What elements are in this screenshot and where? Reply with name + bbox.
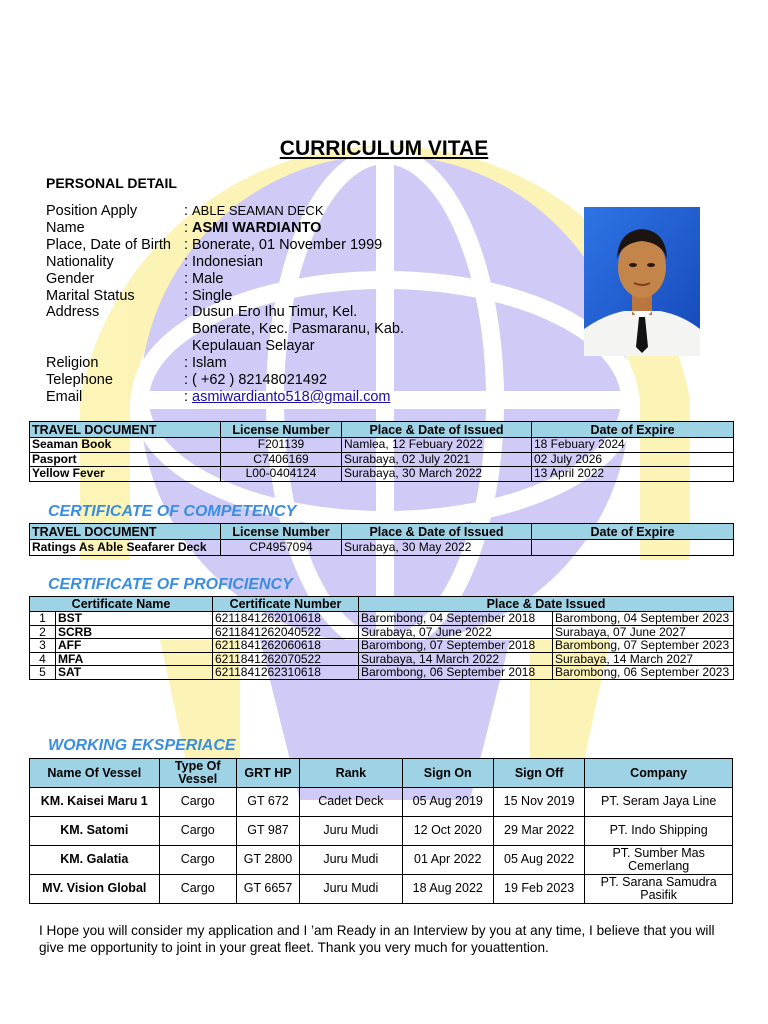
- column-header: Sign Off: [493, 759, 584, 788]
- table-cell: Surabaya, 14 March 2022: [359, 652, 553, 666]
- table-cell: MFA: [56, 652, 213, 666]
- position-value: ABLE SEAMAN DECK: [192, 203, 324, 218]
- column-header: Date of Expire: [532, 524, 734, 540]
- column-header: Date of Expire: [532, 422, 734, 438]
- table-cell: SAT: [56, 666, 213, 680]
- table-cell: Surabaya, 07 June 2022: [359, 625, 553, 639]
- proficiency-heading: CERTIFICATE OF PROFICIENCY: [48, 576, 293, 593]
- table-cell: Ratings As Able Seafarer Deck: [30, 540, 221, 556]
- table-cell: Surabaya, 30 March 2022: [342, 467, 532, 482]
- closing-statement: I Hope you will consider my application and I ’am Ready in an Interview by you at any time, I believe that you will give me opportunity to joint in your great fleet. Thank you very much for youattention.: [39, 923, 715, 955]
- proficiency-table: [29, 596, 734, 680]
- table-cell: Namlea, 12 Febuary 2022: [342, 438, 532, 453]
- religion-row: [46, 355, 592, 372]
- nationality-label: Nationality: [46, 253, 114, 270]
- table-row: [30, 875, 733, 904]
- table-cell: Cargo: [159, 875, 236, 904]
- address-row: [46, 304, 592, 321]
- table-cell: Barombong, 04 September 2023: [553, 612, 734, 626]
- email-link[interactable]: asmiwardianto518@gmail.com: [192, 388, 391, 405]
- table-cell: 01 Apr 2022: [402, 846, 493, 875]
- column-header: License Number: [221, 422, 342, 438]
- table-cell: Barombong, 07 September 2023: [553, 639, 734, 653]
- table-cell: MV. Vision Global: [30, 875, 160, 904]
- colon: :: [184, 270, 189, 287]
- colon: :: [184, 219, 189, 236]
- table-cell: KM. Galatia: [30, 846, 160, 875]
- table-header-row: [30, 759, 733, 788]
- column-header: GRT HP: [236, 759, 299, 788]
- table-cell: CP4957094: [221, 540, 342, 556]
- gender-value: Male: [192, 270, 224, 287]
- row-number: 2: [30, 625, 56, 639]
- table-cell: [532, 540, 734, 556]
- gender-row: [46, 271, 592, 288]
- column-header: Type Of Vessel: [159, 759, 236, 788]
- table-cell: PT. Sarana Samudra Pasifik: [585, 875, 733, 904]
- colon: :: [184, 355, 189, 372]
- travel-document-table: [29, 421, 734, 482]
- gender-label: Gender: [46, 270, 95, 287]
- address-line-1: Dusun Ero Ihu Timur, Kel.: [192, 304, 358, 321]
- table-cell: Barombong, 04 September 2018: [359, 612, 553, 626]
- email-label: Email: [46, 388, 83, 405]
- table-cell: Juru Mudi: [300, 846, 402, 875]
- colon: :: [184, 203, 189, 219]
- table-cell: 6211841262070522: [213, 652, 359, 666]
- column-header: Name Of Vessel: [30, 759, 160, 788]
- row-number: 4: [30, 652, 56, 666]
- table-cell: 12 Oct 2020: [402, 817, 493, 846]
- table-cell: 6211841262010618: [213, 612, 359, 626]
- table-cell: Surabaya, 07 June 2027: [553, 625, 734, 639]
- table-cell: GT 672: [236, 788, 299, 817]
- birth-row: [46, 237, 592, 254]
- table-header-row: [30, 597, 734, 612]
- colon: :: [184, 388, 189, 405]
- competency-table: [29, 523, 734, 556]
- column-header: Company: [585, 759, 733, 788]
- table-cell: Barombong, 07 September 2018: [359, 639, 553, 653]
- table-cell: SCRB: [56, 625, 213, 639]
- table-cell: 18 Febuary 2024: [532, 438, 734, 453]
- email-row: [46, 389, 592, 406]
- table-cell: 29 Mar 2022: [493, 817, 584, 846]
- marital-row: [46, 288, 592, 305]
- competency-heading: CERTIFICATE OF COMPETENCY: [48, 503, 297, 520]
- table-cell: KM. Kaisei Maru 1: [30, 788, 160, 817]
- table-cell: 05 Aug 2019: [402, 788, 493, 817]
- nationality-row: [46, 254, 592, 271]
- table-row: [30, 612, 734, 626]
- table-cell: GT 987: [236, 817, 299, 846]
- table-cell: 19 Feb 2023: [493, 875, 584, 904]
- religion-value: Islam: [192, 355, 227, 372]
- table-cell: Yellow Fever: [30, 467, 221, 482]
- telephone-value: ( +62 ) 82148021492: [192, 372, 328, 389]
- name-label: Name: [46, 219, 85, 236]
- table-cell: F201139: [221, 438, 342, 453]
- table-row: [30, 652, 734, 666]
- table-cell: 02 July 2026: [532, 452, 734, 467]
- table-cell: 6211841262310618: [213, 666, 359, 680]
- table-cell: Pasport: [30, 452, 221, 467]
- personal-detail-heading: PERSONAL DETAIL: [46, 175, 177, 191]
- table-cell: PT. Seram Jaya Line: [585, 788, 733, 817]
- birth-value: Bonerate, 01 November 1999: [192, 236, 383, 253]
- nationality-value: Indonesian: [192, 253, 263, 270]
- table-cell: 18 Aug 2022: [402, 875, 493, 904]
- column-header: Rank: [300, 759, 402, 788]
- column-header: Sign On: [402, 759, 493, 788]
- address-line-3: Kepulauan Selayar: [192, 338, 315, 355]
- telephone-label: Telephone: [46, 372, 113, 389]
- table-cell: KM. Satomi: [30, 817, 160, 846]
- name-row: [46, 220, 592, 237]
- colon: :: [184, 287, 189, 304]
- table-cell: Cargo: [159, 846, 236, 875]
- table-cell: Surabaya, 30 May 2022: [342, 540, 532, 556]
- table-cell: Cadet Deck: [300, 788, 402, 817]
- column-header: Place & Date of Issued: [342, 524, 532, 540]
- position-label: Position Apply: [46, 203, 138, 219]
- table-cell: 6211841262040522: [213, 625, 359, 639]
- table-row: [30, 467, 734, 482]
- table-row: [30, 452, 734, 467]
- column-header: Place & Date of Issued: [342, 422, 532, 438]
- colon: :: [184, 372, 189, 389]
- column-header: Certificate Number: [213, 597, 359, 612]
- table-header-row: [30, 422, 734, 438]
- table-cell: L00-0404124: [221, 467, 342, 482]
- position-row: [46, 203, 592, 220]
- column-header: Place & Date Issued: [359, 597, 734, 612]
- table-cell: Barombong, 06 September 2018: [359, 666, 553, 680]
- row-number: 5: [30, 666, 56, 680]
- religion-label: Religion: [46, 355, 99, 372]
- row-number: 1: [30, 612, 56, 626]
- table-row: [30, 639, 734, 653]
- table-cell: Cargo: [159, 817, 236, 846]
- table-header-row: [30, 524, 734, 540]
- address-label: Address: [46, 304, 100, 321]
- table-row: [30, 788, 733, 817]
- colon: :: [184, 253, 189, 270]
- table-row: [30, 666, 734, 680]
- table-cell: PT. Sumber Mas Cemerlang: [585, 846, 733, 875]
- name-value: ASMI WARDIANTO: [192, 219, 322, 236]
- table-cell: GT 6657: [236, 875, 299, 904]
- table-cell: Surabaya, 02 July 2021: [342, 452, 532, 467]
- birth-label: Place, Date of Birth: [46, 236, 171, 253]
- table-row: [30, 438, 734, 453]
- table-row: [30, 625, 734, 639]
- column-header: TRAVEL DOCUMENT: [30, 524, 221, 540]
- telephone-row: [46, 372, 592, 389]
- table-cell: 15 Nov 2019: [493, 788, 584, 817]
- column-header: TRAVEL DOCUMENT: [30, 422, 221, 438]
- table-cell: Cargo: [159, 788, 236, 817]
- table-cell: Juru Mudi: [300, 817, 402, 846]
- table-cell: 13 April 2022: [532, 467, 734, 482]
- table-cell: PT. Indo Shipping: [585, 817, 733, 846]
- table-cell: Surabaya, 14 March 2027: [553, 652, 734, 666]
- address-line-2: Bonerate, Kec. Pasmaranu, Kab.: [192, 321, 404, 338]
- profile-photo: [584, 207, 700, 356]
- table-row: [30, 540, 734, 556]
- table-cell: BST: [56, 612, 213, 626]
- column-header: License Number: [221, 524, 342, 540]
- table-cell: Barombong, 06 September 2023: [553, 666, 734, 680]
- row-number: 3: [30, 639, 56, 653]
- personal-detail-list: [46, 203, 592, 406]
- table-cell: AFF: [56, 639, 213, 653]
- table-cell: C7406169: [221, 452, 342, 467]
- table-cell: GT 2800: [236, 846, 299, 875]
- working-experience-heading: WORKING EKSPERIACE: [48, 737, 236, 754]
- address-row-3: [46, 338, 592, 355]
- cv-title: CURRICULUM VITAE: [279, 137, 489, 160]
- table-row: [30, 817, 733, 846]
- working-experience-table: [29, 758, 733, 904]
- marital-label: Marital Status: [46, 287, 135, 304]
- table-row: [30, 846, 733, 875]
- column-header: Certificate Name: [30, 597, 213, 612]
- table-cell: 05 Aug 2022: [493, 846, 584, 875]
- marital-value: Single: [192, 287, 233, 304]
- table-cell: 6211841262060618: [213, 639, 359, 653]
- address-row-2: [46, 321, 592, 338]
- colon: :: [184, 236, 189, 253]
- table-cell: Juru Mudi: [300, 875, 402, 904]
- colon: :: [184, 304, 189, 321]
- table-cell: Seaman Book: [30, 438, 221, 453]
